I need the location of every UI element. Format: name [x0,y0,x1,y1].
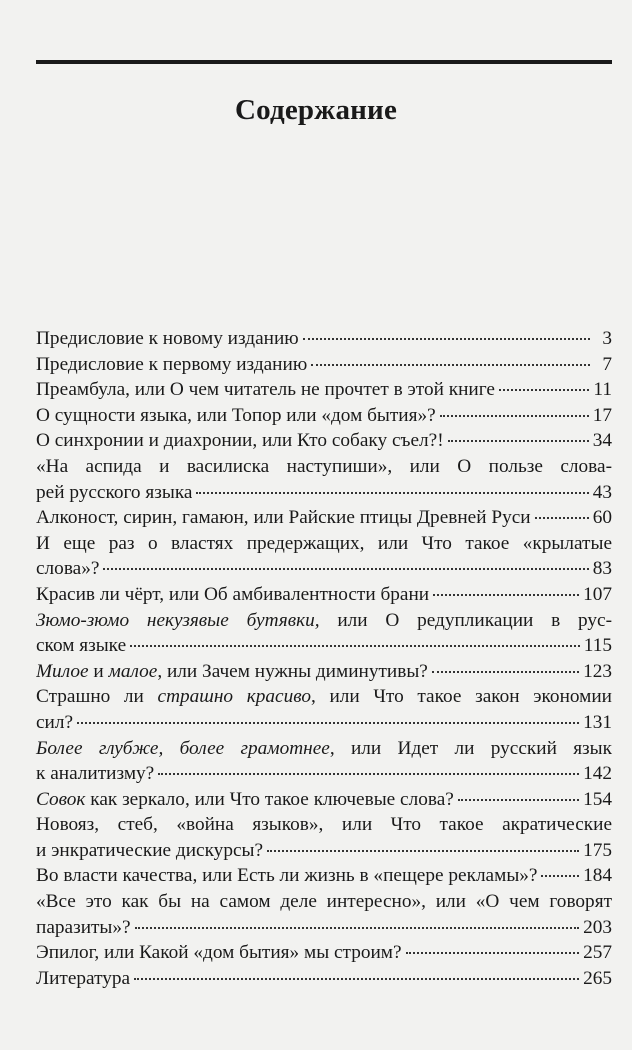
toc-entry-line [36,403,612,429]
toc-title-text: как зеркало, или Что такое ключевые слова? [85,788,454,810]
toc-entry-line [36,352,612,378]
toc-entry[interactable] [36,966,612,992]
toc-entry-title [36,738,612,759]
toc-entry-title [36,915,131,941]
toc-page-number: 34 [592,430,612,452]
toc-entry-title [36,480,192,506]
toc-title-italic: страшно красиво [157,686,311,708]
toc-title-text: к аналитизму? [36,763,155,785]
dot-leader [158,773,579,775]
toc-entry[interactable] [36,377,612,403]
toc-page-number: 115 [583,635,612,657]
toc-entry-title [36,814,612,835]
toc-page-number: 265 [583,967,612,989]
dot-leader [267,850,579,852]
page-title: Содержание [234,94,398,126]
toc-page-number: 203 [583,916,612,938]
toc-entry-title [36,863,537,889]
toc-entry-line [36,889,612,915]
toc-title-text: , или Идет ли русский язык [329,737,612,759]
toc-entry-title [36,582,429,608]
toc-entry-line [36,863,612,889]
dot-leader [433,594,579,596]
toc-title-text: и энкратические дискурсы? [36,839,264,861]
toc-entry-title [36,761,154,787]
toc-title-text: рей русского языка [36,481,193,503]
toc-title-text: Литература [36,967,131,989]
toc-entry[interactable] [36,582,612,608]
toc-entry-title [36,610,612,631]
toc-entry-line [36,915,612,941]
toc-entry-title [36,940,402,966]
dot-leader [406,952,580,954]
toc-entry-line [36,582,612,608]
toc-entry-line [36,812,612,838]
toc-entry[interactable] [36,736,612,787]
toc-entry-title [36,533,612,554]
toc-entry[interactable] [36,812,612,863]
toc-title-text: , или Что такое закон экономии [310,686,612,708]
toc-title-text: Новояз, стеб, «война языков», или Что такое акратические [36,814,612,836]
toc-entry-title [36,556,99,582]
toc-entry[interactable] [36,531,612,582]
toc-entry-title [36,326,299,352]
toc-entry-title [36,456,612,477]
toc-entry[interactable] [36,326,612,352]
dot-leader [134,978,579,980]
toc-title-italic: Милое [36,660,89,682]
dot-leader [432,671,579,673]
toc-page-number: 83 [592,558,612,580]
toc-title-text: Преамбула, или О чем читатель не прочтет в этой книге [36,379,495,401]
toc-title-text: Во власти качества, или Есть ли жизнь в «пещере рекламы»? [36,865,538,887]
toc-title-text: Предисловие к первому изданию [36,353,308,375]
toc-entry[interactable] [36,505,612,531]
toc-title-text: Предисловие к новому изданию [36,328,299,349]
dot-leader [135,927,579,929]
toc-entry-title [36,633,126,659]
toc-entry-line [36,505,612,531]
dot-leader [458,799,579,801]
toc-page-number: 11 [593,379,612,401]
toc-entry-line [36,838,612,864]
toc-title-text: сил? [36,711,74,733]
toc-entry[interactable] [36,428,612,454]
toc-page-number: 17 [592,404,612,426]
dot-leader [196,492,588,494]
toc-entry-line [36,608,612,634]
toc-page-number: 123 [583,660,612,682]
toc-entry[interactable] [36,454,612,505]
toc-page-number: 107 [583,583,612,605]
toc-entry-line [36,736,612,762]
toc-page-number: 154 [583,788,612,810]
dot-leader [103,568,588,570]
toc-entry-title [36,659,428,685]
toc-title-text: О синхронии и диахронии, или Кто собаку съел?! [36,430,444,452]
toc-entry-line [36,326,612,352]
toc-page-number: 184 [583,865,612,887]
dot-leader [448,440,589,442]
toc-title-text: Эпилог, или Какой «дом бытия» мы строим? [36,942,402,964]
toc-page-number: 131 [583,711,612,733]
toc-entry[interactable] [36,940,612,966]
toc-title-text: , или Зачем нужны диминутивы? [157,660,428,682]
toc-title-text: Красив ли чёрт, или Об амбивалентности брани [36,583,430,605]
toc-title-text: О сущности языка, или Топор или «дом бытия»? [36,404,436,426]
toc-entry[interactable] [36,352,612,378]
toc-entry-line [36,633,612,659]
toc-page-number: 3 [602,328,612,349]
toc-entry-line [36,480,612,506]
header-rule [36,60,612,64]
toc-entry-line [36,377,612,403]
toc-title-text: слова»? [36,558,100,580]
toc-title-italic: Зюмо-зюмо некузявые бутявки, [36,609,320,631]
toc-entry-title [36,710,73,736]
dot-leader [499,389,589,391]
toc-title-italic: малое [108,660,158,682]
toc-page-number: 43 [592,481,612,503]
dot-leader [130,645,580,647]
toc-entry[interactable] [36,659,612,685]
toc-page-number: 7 [602,353,612,375]
toc-entry-title [36,891,612,912]
table-of-contents [36,326,612,991]
toc-entry-title [36,428,444,454]
dot-leader [535,517,589,519]
toc-entry-line [36,531,612,557]
toc-page-number: 60 [592,507,612,529]
toc-entry[interactable] [36,863,612,889]
toc-title-text: «На аспида и василиска наступиши», или О пользе слова- [36,455,612,477]
toc-entry-line [36,966,612,992]
toc-entry-title [36,686,612,707]
toc-title-text: паразиты»? [36,916,131,938]
toc-entry[interactable] [36,684,612,735]
toc-entry-line [36,454,612,480]
toc-entry-line [36,787,612,813]
toc-entry-title [36,377,495,403]
toc-page-number: 175 [583,839,612,861]
toc-entry-title [36,403,436,429]
toc-entry[interactable] [36,787,612,813]
toc-entry-title [36,838,263,864]
toc-title-text: Страшно ли [36,686,158,708]
dot-leader [440,415,589,417]
dot-leader [541,875,579,877]
toc-title-text: или О редупликации в рус- [319,609,612,631]
toc-entry-line [36,710,612,736]
toc-page-number: 257 [583,942,612,964]
toc-entry[interactable] [36,403,612,429]
toc-title-text: ском языке [36,635,127,657]
dot-leader [303,338,590,340]
toc-entry[interactable] [36,889,612,940]
toc-entry-title [36,352,307,378]
toc-entry[interactable] [36,608,612,659]
toc-title-text: и [88,660,109,682]
dot-leader [311,364,590,366]
toc-entry-title [36,966,130,992]
toc-entry-line [36,659,612,685]
toc-entry-title [36,505,531,531]
toc-title-text: «Все это как бы на самом деле интересно», или «О чем говорят [36,891,612,913]
toc-entry-line [36,940,612,966]
toc-title-text: И еще раз о властях предержащих, или Что такое «крылатые [36,532,612,554]
toc-entry-line [36,684,612,710]
toc-entry-line [36,428,612,454]
toc-entry-title [36,787,454,813]
toc-title-italic: Более глубже, более грамотнее [36,737,330,759]
toc-title-italic: Совок [36,788,86,810]
toc-page-number: 142 [583,763,612,785]
toc-entry-line [36,556,612,582]
toc-title-text: Алконост, сирин, гамаюн, или Райские птицы Древней Руси [36,507,531,529]
dot-leader [77,722,579,724]
toc-entry-line [36,761,612,787]
